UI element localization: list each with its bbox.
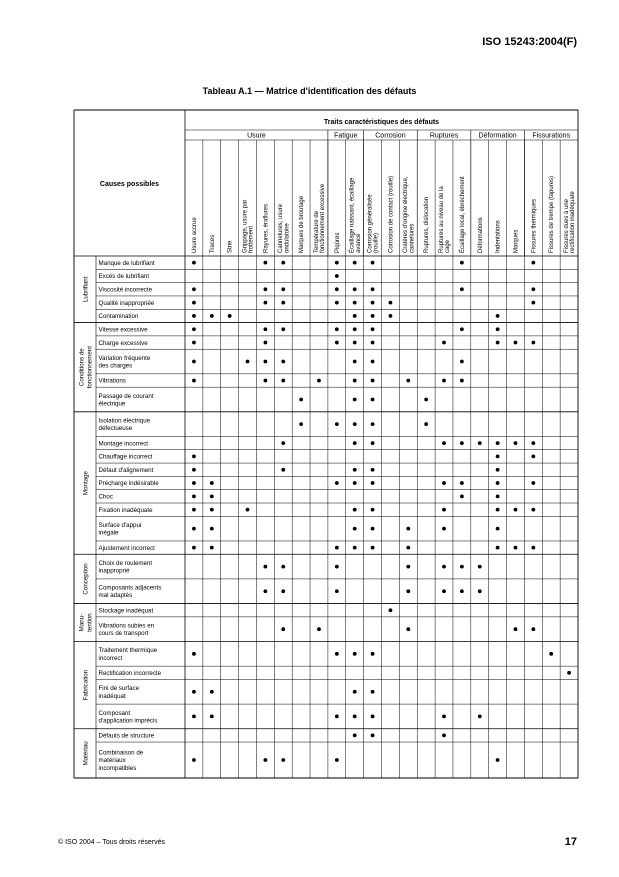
column-header-0: Usure accrue [191,217,198,253]
defect-mark [210,527,214,531]
row-label: mal adaptés [98,592,133,600]
column-header-14: cage [445,239,452,253]
column-header-10: Corrosion généralisée [367,194,374,253]
group-label-1: Conditions de [78,348,86,387]
defect-mark [371,546,375,550]
row-label: Excès de lubrifiant [98,273,150,281]
defect-mark [496,455,500,459]
column-header-4: Rayures, éraflures [263,203,270,253]
group-label-1: fonctionnement [86,346,94,389]
row-label: Vitesse excessive [98,326,148,334]
defect-mark [210,690,214,694]
defect-mark [531,261,535,265]
column-header-20: Fissures de trempe (tapures) [549,175,556,253]
defect-mark [335,589,339,593]
defect-mark [531,341,535,345]
column-group-5: Fissurations [532,132,571,140]
defect-mark [406,527,410,531]
defect-mark [317,627,321,631]
column-header-7: Température de [313,210,320,253]
column-group-4: Déformation [478,132,517,140]
column-header-15: Écaillage local, ébrèchement [459,176,466,253]
corner-label: Causes possibles [99,181,160,188]
row-label: Ajustement incorrect [98,544,155,552]
defect-mark [442,341,446,345]
defect-mark [353,327,357,331]
defect-mark [281,758,285,762]
defect-mark [514,546,518,550]
row-label: des charges [98,362,133,370]
defect-mark [210,546,214,550]
defect-mark [281,379,285,383]
column-header-16: Déformations [477,217,484,253]
row-label: Composants adjacents [98,584,162,592]
column-header-13: Ruptures, dislocation [424,196,431,253]
copyright-notice: © ISO 2004 – Tous droits réservés [58,839,165,846]
defect-mark [496,546,500,550]
defect-mark [335,261,339,265]
defect-mark [531,481,535,485]
defect-mark [353,733,357,737]
defect-mark [192,468,196,472]
defect-mark [549,652,553,656]
row-label: Variation fréquente [98,354,151,362]
row-label: Vibrations subies en [98,622,155,630]
defect-mark [442,441,446,445]
defect-mark [353,422,357,426]
row-label: Composant [98,709,131,717]
defect-mark [192,301,196,305]
defect-mark [460,441,464,445]
defect-mark [460,481,464,485]
defect-mark [567,671,571,675]
row-label: Charge excessive [98,339,148,347]
defect-mark [299,422,303,426]
defect-mark [263,341,267,345]
defect-mark [281,468,285,472]
defect-mark [531,441,535,445]
column-group-3: Ruptures [429,132,459,140]
defect-mark [263,287,267,291]
defect-mark [531,627,535,631]
defect-mark [496,758,500,762]
defect-mark [460,360,464,364]
row-label: Défauts de structure [98,732,155,740]
column-header-18: Marques [513,229,520,253]
defect-mark [263,565,267,569]
defect-mark [496,441,500,445]
defect-mark [371,422,375,426]
row-label: Défaut d'alignement [98,466,154,474]
defect-mark [192,481,196,485]
defect-mark [460,565,464,569]
defect-mark [460,379,464,383]
column-header-3: Grippage, usure par [242,199,249,253]
defect-mark [263,589,267,593]
column-header-11: Corrosion de contact (rouille) [388,175,395,253]
row-label: Chauffage incorrect [98,453,153,461]
group-label-4: Manu- [78,613,86,632]
defect-mark [335,546,339,550]
defect-mark [353,287,357,291]
defect-mark [442,481,446,485]
column-header-3: frottement [248,225,255,253]
row-label: Passage de courant [98,392,154,400]
super-header: Traits caractéristiques des défauts [323,119,440,126]
row-label: Fixation inadéquate [98,506,153,514]
defect-mark [335,758,339,762]
defect-mark [335,287,339,291]
defect-mark [531,546,535,550]
defect-mark [281,565,285,569]
defect-mark [335,481,339,485]
defect-mark [192,690,196,694]
defect-mark [353,301,357,305]
defect-mark [406,546,410,550]
defect-mark [210,494,214,498]
defect-mark [478,441,482,445]
defect-mark [228,314,232,318]
row-label: Stockage inadéquat [98,607,154,615]
column-header-8: Piqûres [334,232,341,253]
defect-mark [371,652,375,656]
defect-mark [192,494,196,498]
defect-mark [531,508,535,512]
defect-mark [192,715,196,719]
defect-mark [192,508,196,512]
defect-mark [371,733,375,737]
defect-mark [514,441,518,445]
defect-mark [371,314,375,318]
defect-mark [192,341,196,345]
row-label: Vibrations [98,377,126,385]
defect-mark [406,589,410,593]
defect-mark [353,261,357,265]
defect-mark [246,360,250,364]
defect-mark [406,379,410,383]
defect-mark [460,327,464,331]
defect-mark [353,468,357,472]
row-label: Isolation électrique [98,417,151,425]
defect-mark [531,301,535,305]
defect-mark [281,589,285,593]
row-label: Rectification incorrecte [98,670,162,678]
defect-mark [371,508,375,512]
column-header-17: Indentations [495,220,502,253]
defect-mark [192,379,196,383]
table-title: Tableau A.1 — Matrice d'identification des défauts [202,86,417,96]
defect-mark [281,627,285,631]
defect-mark [353,527,357,531]
group-label-2: Montage [82,470,90,496]
defect-mark [442,527,446,531]
defect-mark [263,379,267,383]
column-group-1: Fatigue [334,132,358,140]
group-label-3: Conception [82,563,90,595]
row-label: d'application imprécis [98,717,158,725]
group-label-5: Fabrication [82,669,90,701]
defect-mark [531,287,535,291]
column-header-5: ondulatoire [284,223,291,253]
defect-mark [317,379,321,383]
defect-mark [371,360,375,364]
defect-mark [371,468,375,472]
defect-mark [192,527,196,531]
defect-mark [192,261,196,265]
defect-mark [281,301,285,305]
defect-mark [353,341,357,345]
defect-mark [496,314,500,318]
defect-mark [406,627,410,631]
row-label: Choix de roulement [98,560,153,568]
row-label: Précharge indésirable [98,480,159,488]
defect-mark [460,261,464,265]
defect-mark [263,261,267,265]
defect-mark [496,508,500,512]
defect-mark [442,508,446,512]
defect-mark [460,589,464,593]
defect-mark [353,652,357,656]
defect-mark [531,455,535,459]
row-label: inapproprié [98,567,130,575]
defect-mark [263,327,267,331]
defect-mark [496,481,500,485]
row-label: défectueuse [98,425,133,433]
defect-mark [371,481,375,485]
defect-mark [335,301,339,305]
row-label: Traitement thermique [98,647,158,655]
row-label: Viscosité incorrecte [98,286,153,294]
row-label: matériaux [98,757,126,765]
defect-mark [281,261,285,265]
group-label-4: tention [86,613,94,632]
defect-mark [514,627,518,631]
defect-mark [442,589,446,593]
defect-mark [263,758,267,762]
defect-mark [478,565,482,569]
column-header-9: avancé [355,233,362,253]
row-label: Combinaison de [98,749,144,757]
defect-mark [496,494,500,498]
defect-mark [335,565,339,569]
defect-mark [371,327,375,331]
column-header-2: Strie [227,240,234,253]
page-number: 17 [564,836,577,848]
defect-mark [496,527,500,531]
column-header-19: Fissures thermiques [531,198,538,253]
defect-mark [281,287,285,291]
defect-mark [371,261,375,265]
column-header-21: rectification inadéquate [570,191,577,253]
defect-mark [496,341,500,345]
defect-mark [192,314,196,318]
defect-mark [353,379,357,383]
defect-mark [371,341,375,345]
defect-mark [371,379,375,383]
defect-mark [389,314,393,318]
defect-mark [263,301,267,305]
row-label: Contamination [98,313,139,321]
defect-mark [335,341,339,345]
defect-mark [514,341,518,345]
defect-mark [353,508,357,512]
row-label: inégale [98,529,119,537]
defect-mark [371,398,375,402]
defect-mark [478,589,482,593]
defect-mark [210,715,214,719]
column-header-5: Cannelures, usure [278,203,285,253]
defect-mark [442,379,446,383]
column-header-1: Traces [209,234,216,253]
defect-mark [353,481,357,485]
defect-mark [353,314,357,318]
defect-mark [353,546,357,550]
defect-mark [281,441,285,445]
column-header-21: Fissures dues à une [563,198,570,253]
row-label: Surface d'appui [98,522,142,530]
defect-mark [353,441,357,445]
defect-mark [210,508,214,512]
group-label-6: Matériau [82,741,90,766]
defect-mark [460,494,464,498]
defect-mark [371,690,375,694]
row-label: incompatibles [98,764,137,772]
defect-mark [192,327,196,331]
column-header-12: cannelures [409,223,416,253]
defect-mark [281,327,285,331]
defect-mark [192,455,196,459]
row-label: Fini de surface [98,685,140,693]
column-header-6: Marques de broutage [299,195,306,253]
column-group-2: Corrosion [375,132,406,140]
row-label: cours de transport [98,630,149,638]
defect-mark [460,287,464,291]
defect-mark [192,652,196,656]
row-label: électrique [98,400,126,408]
defect-mark [192,758,196,762]
defect-mark [263,360,267,364]
defect-mark [371,715,375,719]
defect-mark [371,527,375,531]
column-group-0: Usure [247,132,266,140]
row-label: Manque de lubrifiant [98,259,155,267]
defect-mark [424,422,428,426]
defect-mark [496,327,500,331]
column-header-14: Ruptures au niveau de la [438,186,445,253]
column-header-10: (rouille) [373,232,380,253]
row-label: Choc [98,493,113,501]
defect-mark [353,360,357,364]
defect-mark [335,327,339,331]
document-id: ISO 15243:2004(F) [482,36,577,48]
defect-mark [210,481,214,485]
defect-mark [478,715,482,719]
defect-mark [335,422,339,426]
defect-mark [406,565,410,569]
defect-mark [335,274,339,278]
row-label: incorrect [98,654,123,662]
defect-mark [335,715,339,719]
column-header-9: Écaillage naissant, écaillage [349,177,356,253]
defect-mark [389,608,393,612]
defect-mark [335,652,339,656]
column-header-12: Cratères d'origine électrique, [403,176,410,253]
row-label: Montage incorrect [98,440,149,448]
defect-mark [496,468,500,472]
defect-mark [442,565,446,569]
defect-mark [371,441,375,445]
defect-mark [192,287,196,291]
group-label-0: Lubrifiant [82,276,90,303]
defect-mark [442,733,446,737]
defect-mark [281,360,285,364]
defect-mark [246,508,250,512]
defect-mark [371,301,375,305]
defect-mark [192,546,196,550]
defect-mark [299,398,303,402]
row-label: Qualité inappropriée [98,299,155,307]
defect-mark [371,287,375,291]
defect-mark [353,715,357,719]
defect-mark [424,398,428,402]
defect-mark [210,314,214,318]
defect-mark [514,508,518,512]
defect-mark [353,690,357,694]
row-label: inadéquat [98,692,126,700]
defect-mark [389,301,393,305]
defect-mark [353,398,357,402]
column-header-7: fonctionnement excessive [320,183,327,253]
defect-mark [192,360,196,364]
defect-mark [442,715,446,719]
